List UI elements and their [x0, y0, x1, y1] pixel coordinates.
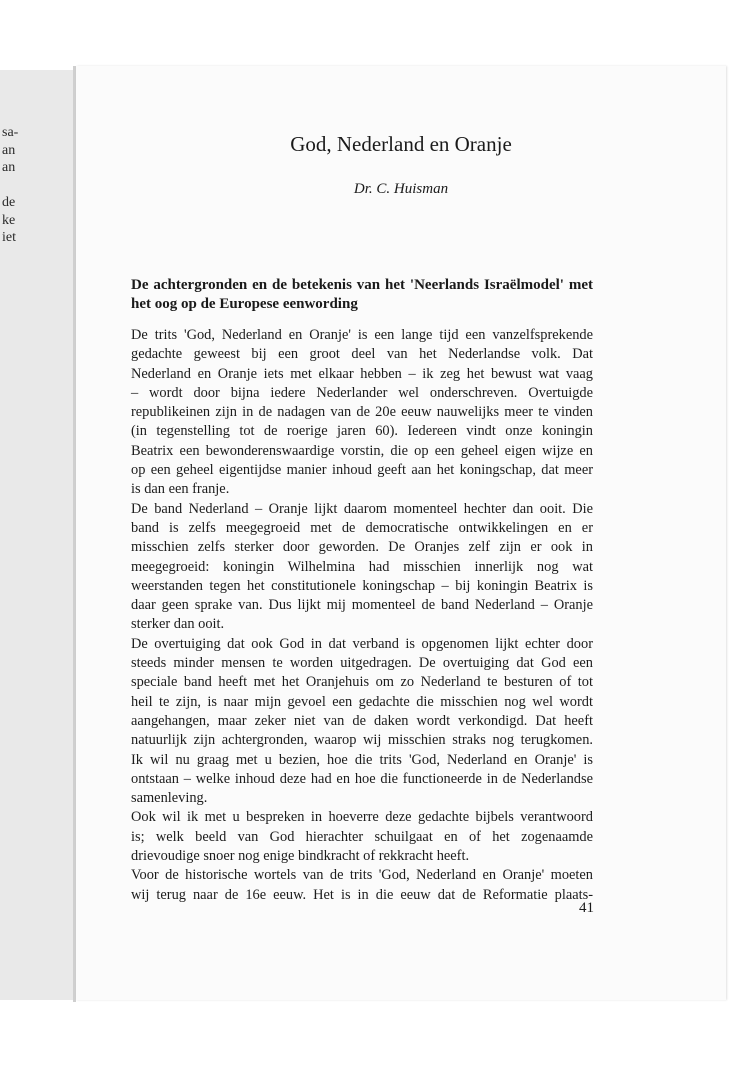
- body-line: Beatrix een bewonderenswaardige vorstin, die op een geheel eigen wijze en: [131, 442, 593, 459]
- previous-page-fragment: [2, 177, 42, 195]
- article-title: God, Nederland en Oranje: [290, 132, 512, 156]
- previous-page-fragment: iet: [2, 230, 16, 245]
- body-line: samenleving.: [131, 790, 208, 807]
- previous-page-fragment: ke: [2, 212, 16, 228]
- body-line: Ik wil nu graag met u bezien, hoe die trits 'God, Nederland en Oranje' is: [131, 751, 593, 768]
- body-line: De overtuiging dat ook God in dat verband is opgenomen lijkt echter door: [131, 635, 593, 652]
- body-line: Voor de historische wortels van de trits 'God, Nederland en Oranje' moeten: [131, 867, 593, 884]
- body-line: wij terug naar de 16e eeuw. Het is in die eeuw dat de Reformatie plaats-: [131, 886, 593, 903]
- body-line: is dan een franje.: [131, 481, 230, 498]
- previous-page-fragment: an: [2, 142, 16, 158]
- body-line: op een geheel eigentijdse manier inhoud geeft aan het koningschap, dat meer: [131, 462, 593, 479]
- body-line: gedachte geweest bij een groot deel van het Nederlandse volk. Dat: [131, 346, 593, 363]
- previous-page-fragment: de: [2, 195, 16, 210]
- body-line: speciale band heeft met het Oranjehuis om zo Nederland te besturen of tot: [131, 674, 593, 691]
- body-line: band is zelfs meegegroeid met de democratische ontwikkelingen en er: [131, 519, 593, 536]
- body-line: De band Nederland – Oranje lijkt daarom momenteel hechter dan ooit. Die: [131, 500, 593, 517]
- previous-page-fragment: sa-: [2, 125, 19, 140]
- body-line: drievoudige snoer nog enige bindkracht of rekkracht heeft.: [131, 848, 470, 865]
- body-line: meegegroeid: koningin Wilhelmina had misschien innerlijk nog wat: [131, 558, 593, 575]
- body-line: heil te zijn, is naar mijn gevoel een gedachte die misschien nog wel wordt: [131, 693, 593, 710]
- body-line: De trits 'God, Nederland en Oranje' is een lange tijd een vanzelfsprekende: [131, 327, 593, 343]
- article-body: [131, 326, 593, 905]
- previous-page-text-fragments: [2, 124, 42, 247]
- body-line: sterker dan ooit.: [131, 616, 225, 633]
- body-line: Nederland en Oranje iets met elkaar hebben – ik zeg het bewust wat vaag: [131, 365, 593, 382]
- body-line: is; welk beeld van God hierachter schuilgaat en of het zogenaamde: [131, 828, 593, 845]
- body-line: steeds minder mensen te worden uitgedragen. De overtuiging dat God een: [131, 655, 593, 672]
- body-line: daar geen sprake van. Dus lijkt mij momenteel de band Nederland – Oranje: [131, 597, 593, 614]
- article-subtitle: De achtergronden en de betekenis van het 'Neerlands Israëlmodel' met het oog op de Europese eenwording: [131, 277, 593, 312]
- body-line: ontstaan – welke inhoud deze had en hoe die functioneerde in de Nederlandse: [131, 770, 593, 787]
- page-number: 41: [579, 900, 594, 916]
- body-line: weerstanden tegen het constitutionele koningschap – bij koningin Beatrix is: [131, 577, 593, 594]
- body-line: – wordt door bijna iedere Nederlander wel onderschreven. Overtuigde: [131, 384, 593, 401]
- body-line: misschien zelfs sterker door geworden. De Oranjes zelf zijn er ook in: [131, 539, 593, 556]
- body-line: republikeinen zijn in de nadagen van de 20e eeuw nauwelijks meer te vinden: [131, 404, 593, 421]
- article-author: Dr. C. Huisman: [353, 181, 449, 197]
- body-line: aangehangen, maar zeker niet van de daken wordt verkondigd. Dat heeft: [131, 712, 593, 729]
- body-line: natuurlijk zijn achtergronden, waarop wij misschien straks nog terugkomen.: [131, 732, 593, 749]
- body-line: Ook wil ik met u bespreken in hoeverre deze gedachte bijbels verantwoord: [131, 809, 593, 826]
- previous-page-fragment: an: [2, 160, 16, 175]
- body-line: (in tegenstelling tot de roerige jaren 60). Iedereen vindt onze koningin: [131, 423, 593, 440]
